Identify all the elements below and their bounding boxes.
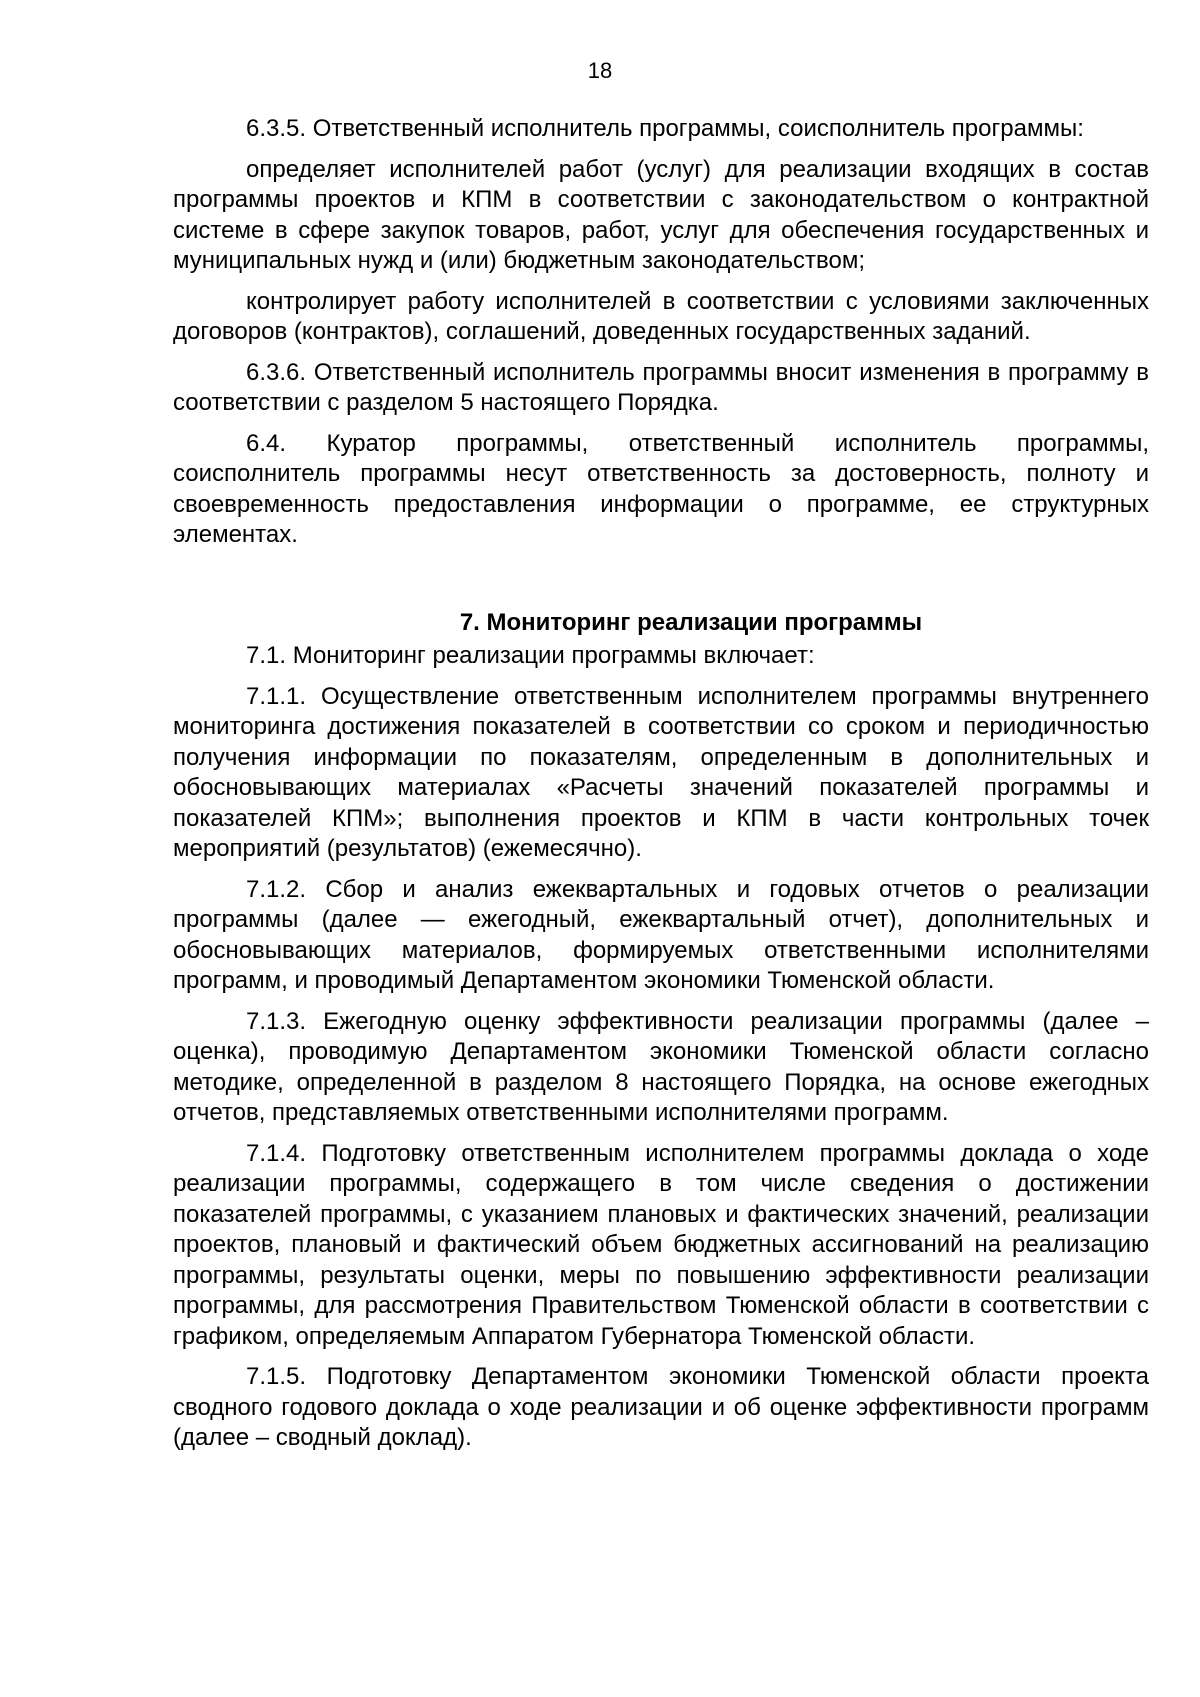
paragraph-7-1-4: 7.1.4. Подготовку ответственным исполнителем программы доклада о ходе реализации программы, содержащего в том числе сведения о достижении показателей программы, с указанием плановых и фактических значений, реализации проектов, плановый и фактический объем бюджетных ассигнований на реализацию программы, результаты оценки, меры по повышению эффективности реализации программы, для рассмотрения Правительством Тюменской области в соответствии с графиком, определяемым Аппаратом Губернатора Тюменской области.: [173, 1139, 1149, 1350]
paragraph-7-1-2: 7.1.2. Сбор и анализ ежеквартальных и годовых отчетов о реализации программы (далее — ежегодный, ежеквартальный отчет), дополнительных и обосновывающих материалов, формируемых ответственными исполнителями программ, и проводимый Департаментом экономики Тюменской области.: [173, 875, 1149, 994]
section-title: 7. Мониторинг реализации программы: [459, 608, 923, 636]
paragraph-6-3-5: 6.3.5. Ответственный исполнитель программы, соисполнитель программы:: [246, 115, 1084, 142]
paragraph-7-1: 7.1. Мониторинг реализации программы включает:: [246, 642, 815, 669]
paragraph-6-3-6: 6.3.6. Ответственный исполнитель программы вносит изменения в программу в соответствии с разделом 5 настоящего Порядка.: [173, 358, 1149, 416]
paragraph-defines-executors: определяет исполнителей работ (услуг) для реализации входящих в состав программы проектов и КПМ в соответствии с законодательством о контрактной системе в сфере закупок товаров, работ, услуг для обеспечения государственных и муниципальных нужд и (или) бюджетным законодательством;: [173, 155, 1149, 274]
paragraph-7-1-5: 7.1.5. Подготовку Департаментом экономики Тюменской области проекта сводного годового доклада о ходе реализации и об оценке эффективности программ (далее – сводный доклад).: [173, 1363, 1149, 1451]
document-body: [173, 114, 1149, 1464]
paragraph-7-1-1: 7.1.1. Осуществление ответственным исполнителем программы внутреннего мониторинга достижения показателей в соответствии со сроком и периодичностью получения информации по показателям, определенным в дополнительных и обосновывающих материалах «Расчеты значений показателей программы и показателей КПМ»; выполнения проектов и КПМ в части контрольных точек мероприятий (результатов) (ежемесячно).: [173, 682, 1149, 862]
page-number: 18: [587, 58, 613, 83]
paragraph-6-4: 6.4. Куратор программы, ответственный исполнитель программы, соисполнитель программы несут ответственность за достоверность, полноту и своевременность предоставления информации о программе, ее структурных элементах.: [173, 429, 1149, 548]
paragraph-7-1-3: 7.1.3. Ежегодную оценку эффективности реализации программы (далее – оценка), проводимую Департаментом экономики Тюменской области согласно методике, определенной в разделом 8 настоящего Порядка, на основе ежегодных отчетов, представляемых ответственными исполнителями программ.: [173, 1007, 1149, 1126]
paragraph-controls-work: контролирует работу исполнителей в соответствии с условиями заключенных договоров (контрактов), соглашений, доведенных государственных заданий.: [173, 287, 1149, 345]
